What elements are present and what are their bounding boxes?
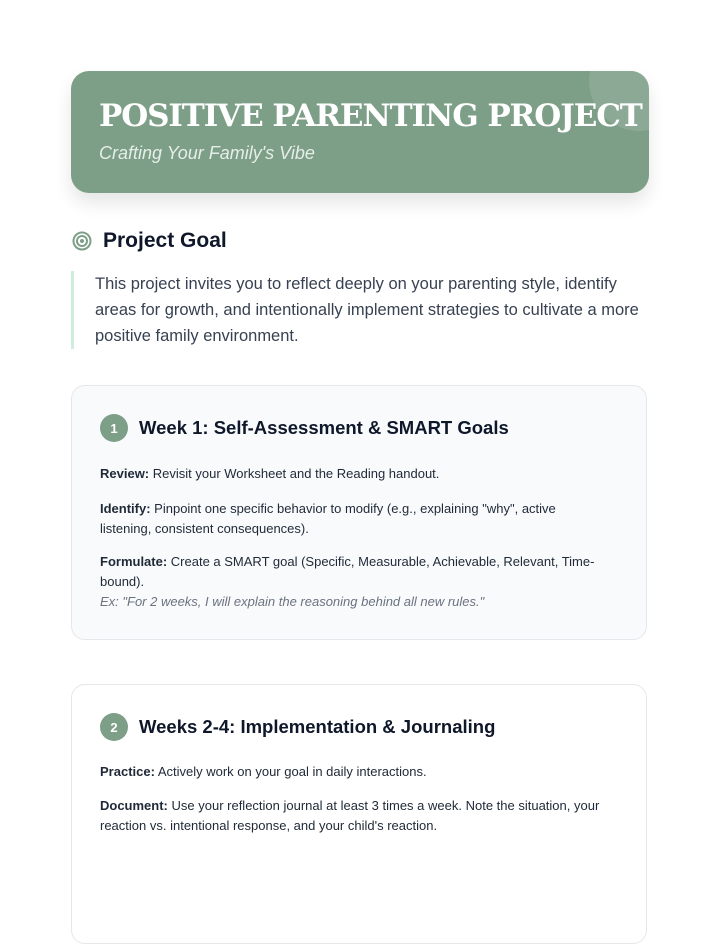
item-text: Actively work on your goal in daily interactions. [154,764,427,779]
week2-header [100,713,495,741]
item-label: Practice: [100,764,155,779]
week1-formulate-item [100,552,610,592]
step-badge: 2 [100,713,128,741]
week1-title: Week 1: Self-Assessment & SMART Goals [139,417,509,438]
week1-review-item [100,464,610,484]
week2-card [71,684,647,944]
item-label: Review: [100,466,150,481]
week1-card [71,385,647,640]
page-subtitle: Crafting Your Family's Vibe [99,143,315,163]
week1-example: Ex: "For 2 weeks, I will explain the reasoning behind all new rules." [100,594,485,609]
item-text: Create a SMART goal (Specific, Measurable, Achievable, Relevant, Time-bound). [100,554,595,589]
project-goal-text: This project invites you to reflect deeply on your parenting style, identify areas for growth, and intentionally implement strategies to cultivate a more positive family environment. [71,271,655,349]
target-icon [72,231,92,251]
week2-document-item [100,796,610,836]
step-badge: 1 [100,414,128,442]
week1-header [100,414,509,442]
item-label: Document: [100,798,168,813]
item-label: Identify: [100,501,151,516]
week2-title: Weeks 2-4: Implementation & Journaling [139,716,496,737]
page-title: POSITIVE PARENTING PROJECT [99,98,642,134]
item-text: Use your reflection journal at least 3 times a week. Note the situation, your reaction vs. intentional response, and your child's reaction. [100,798,600,833]
item-text: Pinpoint one specific behavior to modify (e.g., explaining "why", active listening, consistent consequences). [100,501,556,536]
project-goal-heading [72,229,227,253]
item-text: Revisit your Worksheet and the Reading handout. [149,466,440,481]
week2-practice-item [100,762,610,782]
week1-identify-item [100,499,610,539]
header-banner [71,71,649,193]
item-label: Formulate: [100,554,168,569]
project-goal-title: Project Goal [103,229,227,252]
